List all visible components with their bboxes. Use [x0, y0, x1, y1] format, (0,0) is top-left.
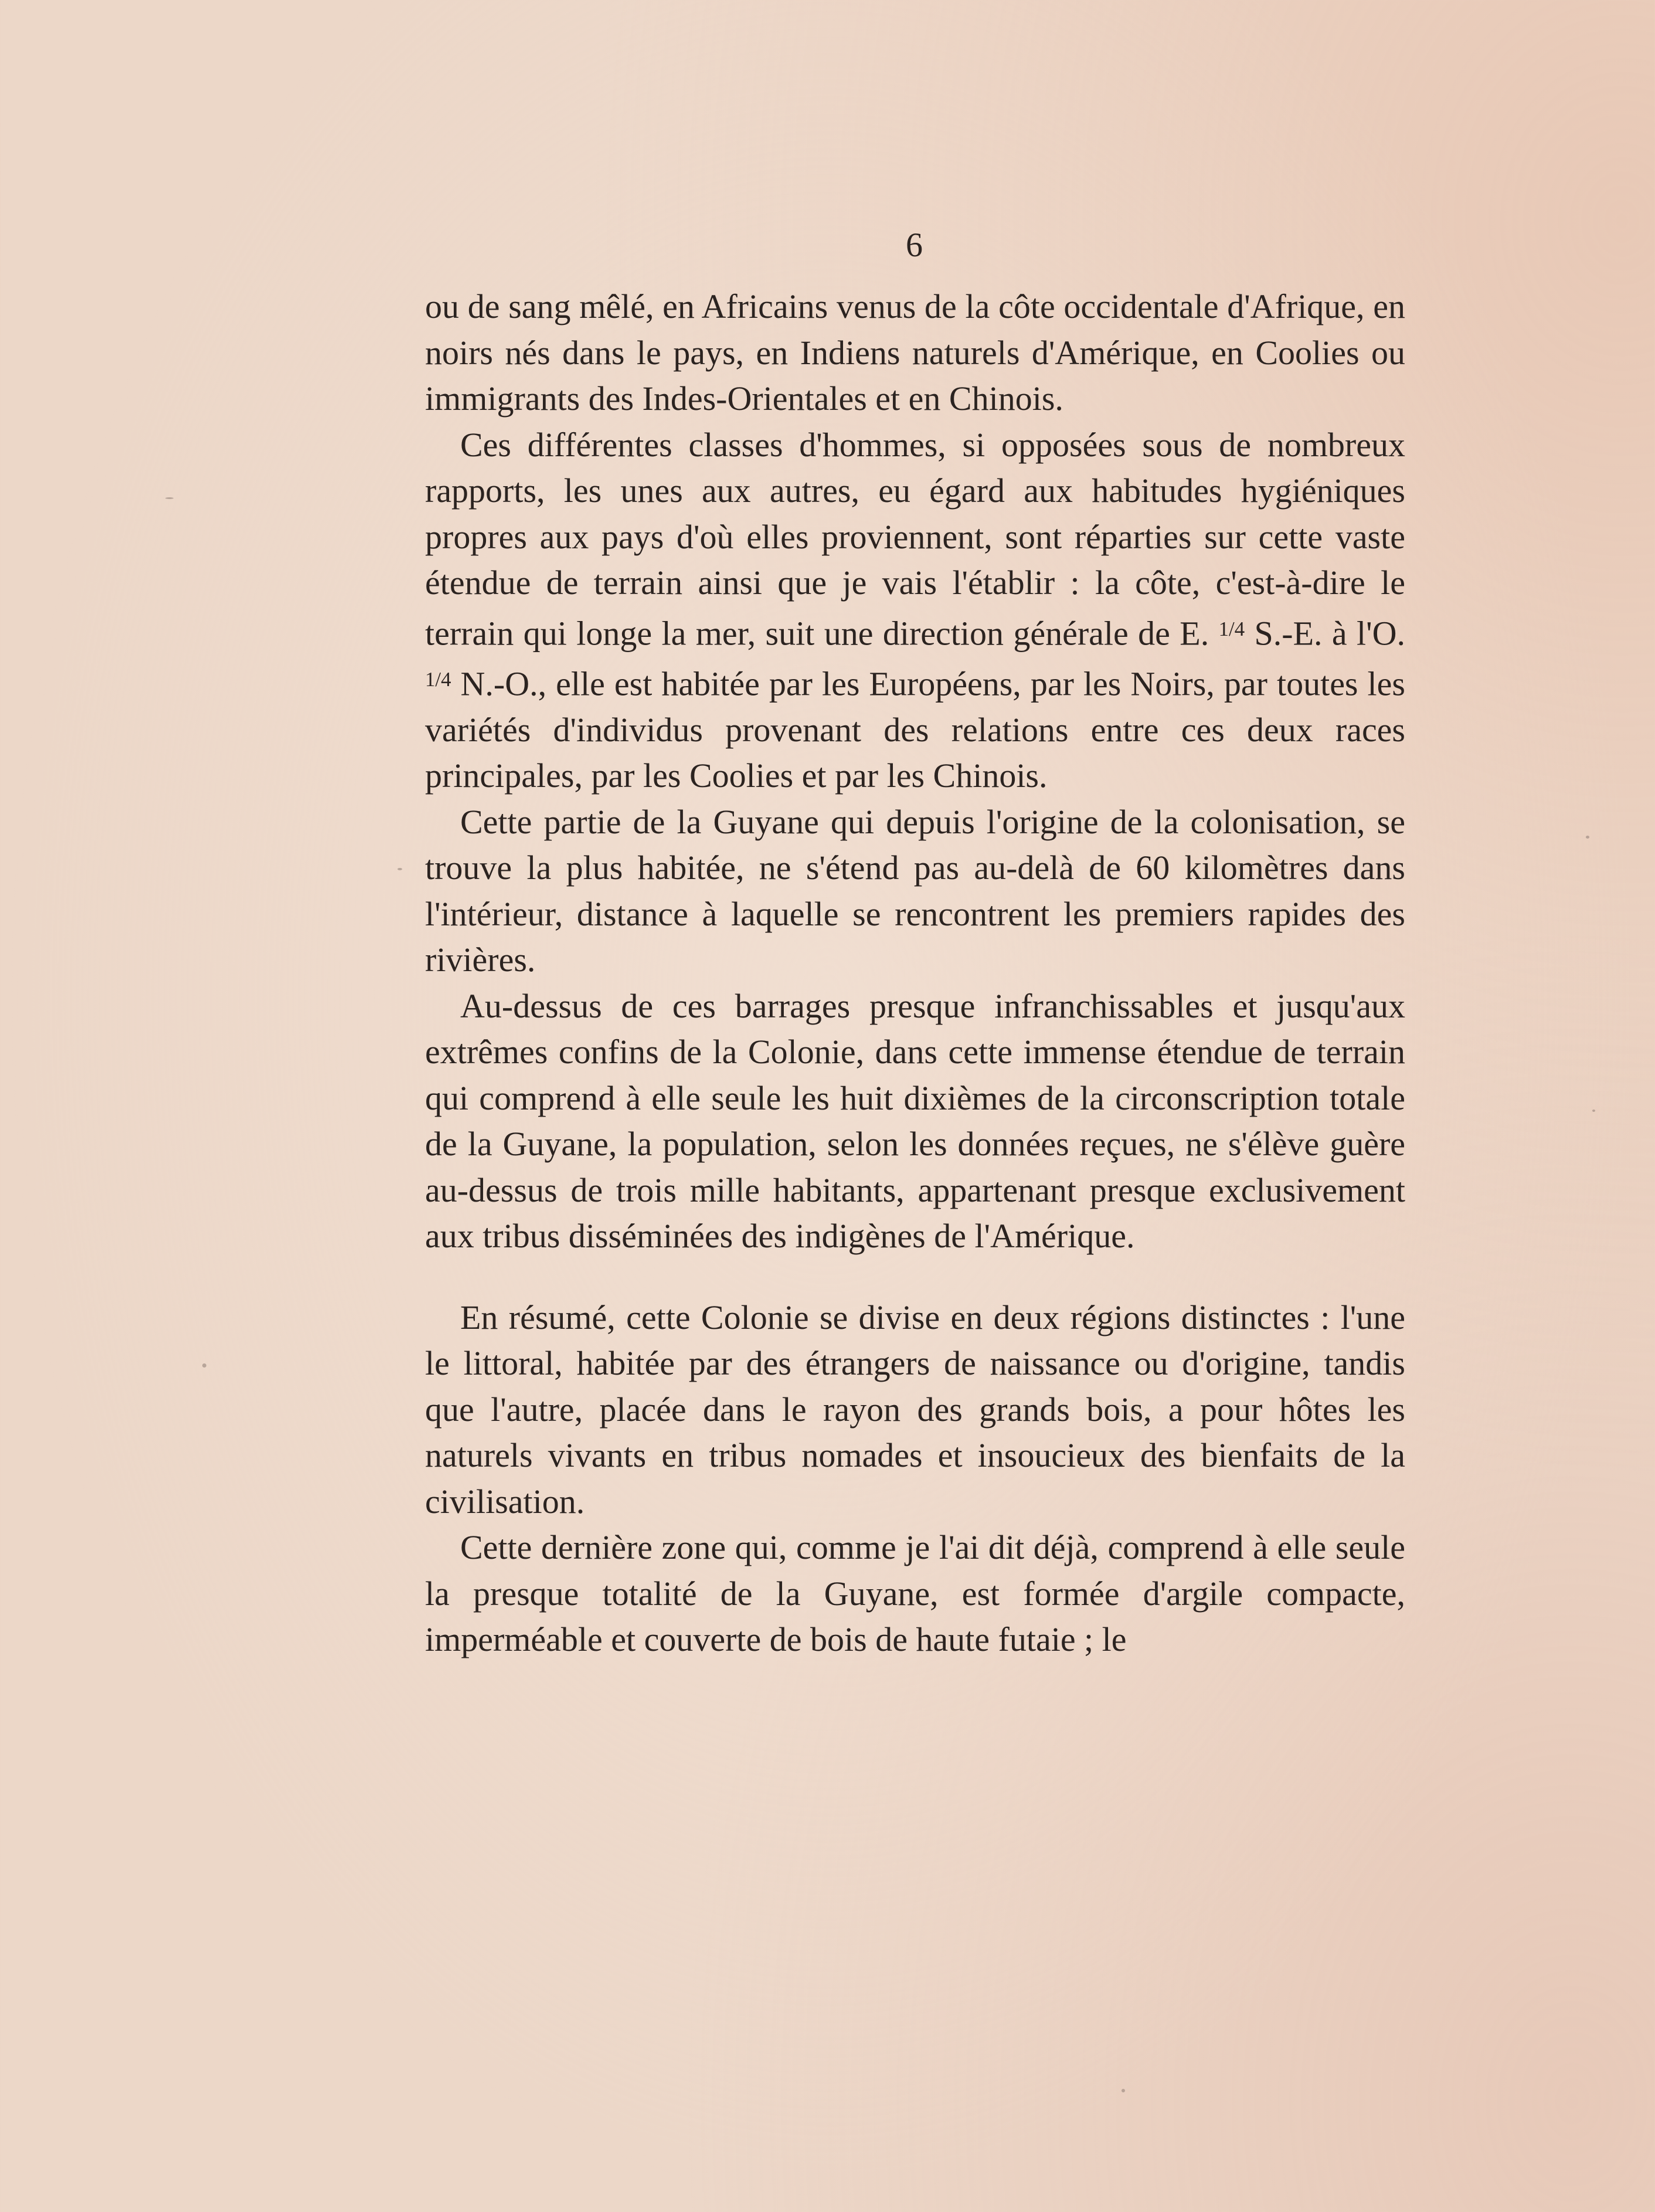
paper-speck: [1592, 1110, 1595, 1112]
paragraph-1: ou de sang mêlé, en Africains venus de la côte occidentale d'Afrique, en noirs nés dans le pays, en Indiens naturels d'Amérique, en Coolies ou immigrants des Indes-Orientales et en Chinois.: [425, 287, 1405, 418]
fraction-quarter-2: 1/4: [425, 667, 451, 691]
paper-speck: [1122, 2089, 1125, 2092]
paragraph-2: [425, 422, 1405, 799]
paragraph-2-part-1: Ces différentes classes d'hommes, si opposées sous de nombreux rapports, les unes aux autres, eu égard aux habitudes hygiéniques propres aux pays d'où elles proviennent, sont réparties sur cette vaste étendue de terrain ainsi que je vais l'établir : la côte, c'est-à-dire le terrain qui longe la mer, suit une direction générale de E.: [425, 425, 1405, 653]
paper-speck: [397, 868, 402, 870]
paragraph-6: Cette dernière zone qui, comme je l'ai dit déjà, comprend à elle seule la presque totalité de la Guyane, est formée d'argile compacte, imperméable et couverte de bois de haute futaie ; le: [425, 1528, 1405, 1659]
paragraph-5: En résumé, cette Colonie se divise en deux régions distinctes : l'une le littoral, habitée par des étrangers de naissance ou d'origine, tandis que l'autre, placée dans le rayon des grands bois, a pour hôtes les naturels vivants en tribus nomades et insoucieux des bienfaits de la civilisation.: [425, 1298, 1405, 1521]
page-number: 6: [906, 226, 923, 264]
paragraph-2-part-3: N.-O., elle est habitée par les Européens, par les Noirs, par toutes les variétés d'individus provenant des relations entre ces deux races principales, par les Coolies et par les Chinois.: [425, 664, 1405, 795]
paragraph-4: Au-dessus de ces barrages presque infranchissables et jusqu'aux extrêmes confins de la Colonie, dans cette immense étendue de terrain qui comprend à elle seule les huit dixièmes de la circonscription totale de la Guyane, la population, selon les données reçues, ne s'élève guère au-dessus de trois mille habitants, appartenant presque exclusivement aux tribus disséminées des indigènes de l'Amérique.: [425, 986, 1405, 1256]
paper-speck: [1586, 836, 1589, 839]
body-text: [425, 284, 1405, 1663]
paper-speck: [202, 1363, 206, 1368]
paper-speck: [165, 497, 174, 499]
fraction-quarter-1: 1/4: [1218, 617, 1245, 640]
paragraph-2-part-2: S.-E. à l'O.: [1245, 614, 1405, 653]
paragraph-3: Cette partie de la Guyane qui depuis l'origine de la colonisation, se trouve la plus habitée, ne s'étend pas au-delà de 60 kilomètres dans l'intérieur, distance à laquelle se rencontrent les premiers rapides des rivières.: [425, 802, 1405, 979]
